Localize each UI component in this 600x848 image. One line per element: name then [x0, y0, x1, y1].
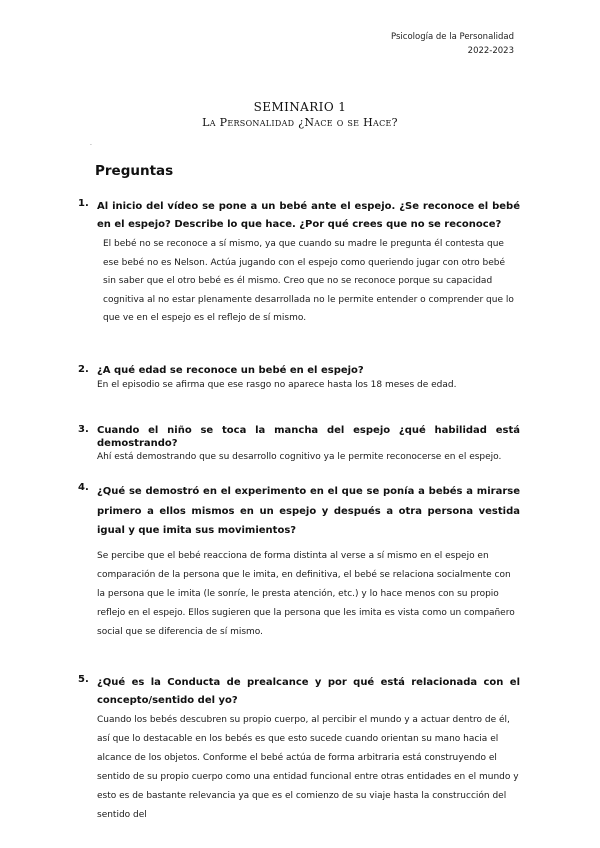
section-heading: Preguntas — [95, 163, 174, 179]
question-text: ¿Qué se demostró en el experimento en el que se ponía a bebés a mirarse primero a ellos mismos en un espejo y después a otra persona vestida igual y que imita sus movimientos? — [97, 486, 520, 536]
question-item — [78, 364, 520, 392]
question-item — [78, 424, 520, 465]
question-number: 1. — [78, 198, 89, 209]
question-text: ¿Qué es la Conducta de prealcance y por qué está relacionada con el concepto/sentido del yo? — [97, 677, 520, 706]
question-text: Al inicio del vídeo se pone a un bebé ante el espejo. ¿Se reconoce el bebé en el espejo? Describe lo que hace. ¿Por qué crees que no se reconoce? — [97, 201, 520, 230]
question-number: 3. — [78, 424, 89, 435]
header-year: 2022-2023 — [467, 46, 514, 56]
document-subtitle: La Personalidad ¿Nace o se Hace? — [202, 116, 398, 129]
answer-text: Se percibe que el bebé reacciona de forma distinta al verse a sí mismo en el espejo en comparación de la persona que le imita, en definitiva, el bebé se relaciona socialmente con la persona que le imita (le sonríe, le presta atención, etc.) y lo hace menos con su propio reflejo en el espejo. Ellos sugieren que la persona que les imita es vista como un compañero social que se diferencia de sí mismo. — [97, 550, 515, 637]
question-number: 4. — [78, 482, 89, 493]
answer-text: En el episodio se afirma que ese rasgo no aparece hasta los 18 meses de edad. — [97, 380, 457, 390]
question-number: 2. — [78, 364, 89, 375]
question-text: Cuando el niño se toca la mancha del espejo ¿qué habilidad está demostrando? — [97, 425, 520, 449]
question-text: ¿A qué edad se reconoce un bebé en el espejo? — [97, 365, 364, 376]
question-item — [78, 198, 520, 328]
question-number: 5. — [78, 674, 89, 685]
page-header — [391, 30, 514, 58]
answer-text: Cuando los bebés descubren su propio cuerpo, al percibir el mundo y a actuar dentro de él, así que lo destacable en los bebés es que esto sucede cuando orientan su mano hacia el alcance de los objetos. Conforme el bebé actúa de forma arbitraria está construyendo el sentido de su propio cuerpo como una entidad funcional entre otras entidades en el mundo y esto es de bastante relevancia ya que es el comienzo de su viaje hasta la construcción del sentido del — [97, 715, 519, 820]
question-item — [78, 482, 520, 642]
answer-text: Ahí está demostrando que su desarrollo cognitivo ya le permite reconocerse en el espejo. — [97, 452, 502, 462]
document-title: SEMINARIO 1 — [253, 100, 347, 114]
question-item — [78, 674, 520, 825]
stray-mark: . — [90, 140, 92, 147]
answer-text: El bebé no se reconoce a sí mismo, ya que cuando su madre le pregunta él contesta que ese bebé no es Nelson. Actúa jugando con el espejo como queriendo jugar con otro bebé sin saber que el otro bebé es él mismo. Creo que no se reconoce porque su capacidad cognitiva al no estar plenamente desarrollada no le permite entender o comprender que lo que ve en el espejo es el reflejo de sí mismo. — [103, 239, 514, 323]
header-course: Psicología de la Personalidad — [391, 32, 514, 42]
